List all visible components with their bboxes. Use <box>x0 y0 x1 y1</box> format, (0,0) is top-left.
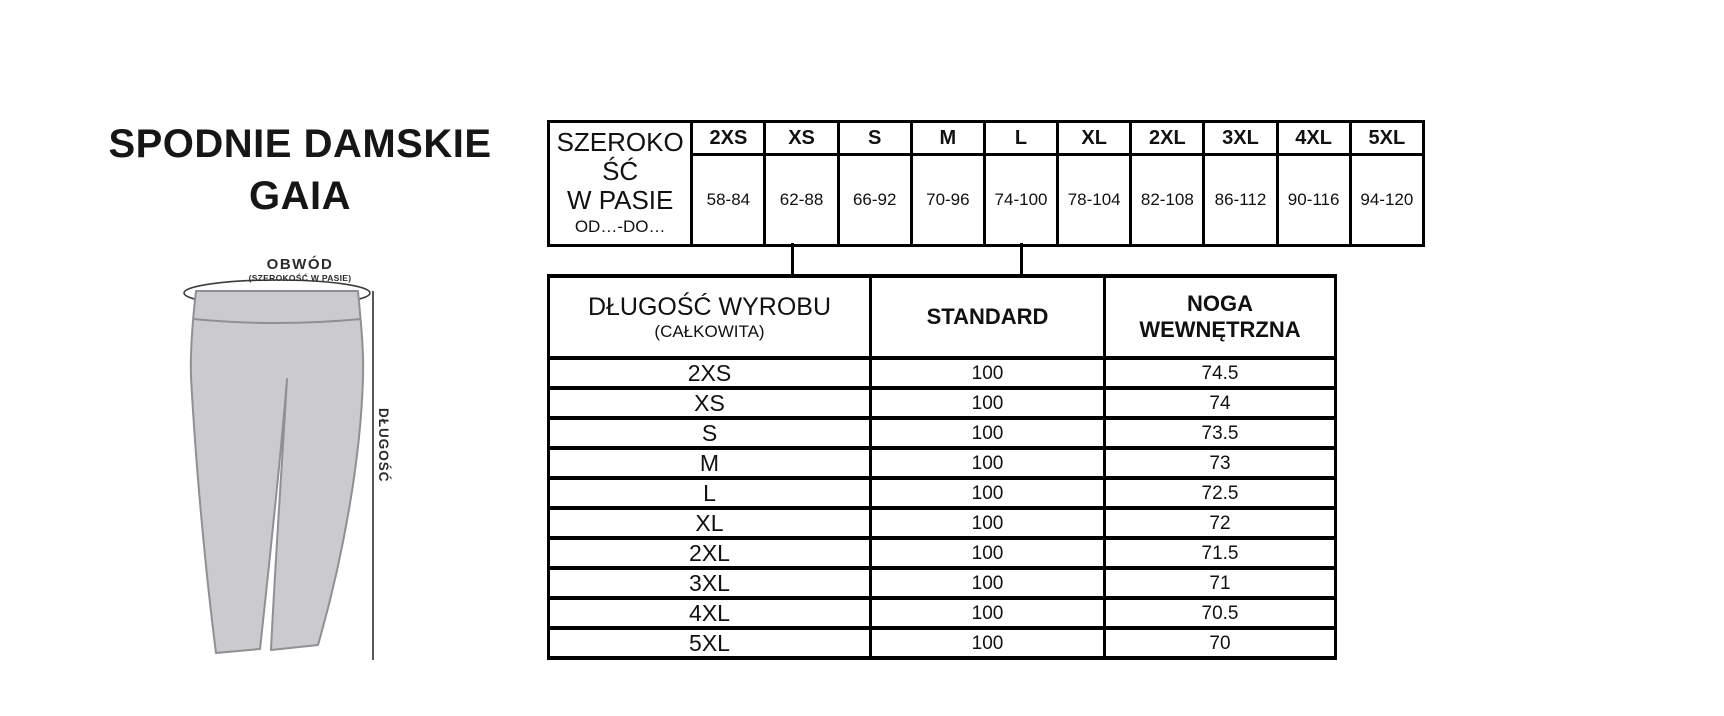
length-size-cell: 4XL <box>549 598 871 628</box>
pants-diagram <box>160 255 410 667</box>
length-inner-leg-cell: 72.5 <box>1105 478 1336 508</box>
table-connector-line-left <box>791 243 794 277</box>
length-size-cell: XS <box>549 388 871 418</box>
waist-range-cell: 74-100 <box>984 155 1057 246</box>
inner-leg-column-header: NOGA WEWNĘTRZNA <box>1105 276 1336 358</box>
waist-range-cell: 82-108 <box>1131 155 1204 246</box>
waist-size-header: L <box>984 122 1057 155</box>
product-title-line1: SPODNIE DAMSKIE <box>108 122 492 166</box>
length-table-row <box>549 388 1336 418</box>
waist-size-header: 2XS <box>692 122 765 155</box>
waist-range-cell: 86-112 <box>1204 155 1277 246</box>
length-inner-leg-cell: 72 <box>1105 508 1336 538</box>
length-standard-cell: 100 <box>871 478 1105 508</box>
length-standard-cell: 100 <box>871 538 1105 568</box>
length-header-title: DŁUGOŚĆ WYROBU <box>587 292 832 321</box>
length-standard-cell: 100 <box>871 448 1105 478</box>
length-size-cell: M <box>549 448 871 478</box>
product-title-line2: GAIA <box>249 174 351 218</box>
waist-size-header: 3XL <box>1204 122 1277 155</box>
length-size-cell: 5XL <box>549 628 871 658</box>
length-inner-leg-cell: 73.5 <box>1105 418 1336 448</box>
waist-size-header: XS <box>765 122 838 155</box>
waist-range-cell: 58-84 <box>692 155 765 246</box>
product-title <box>88 118 512 222</box>
waist-size-header: 2XL <box>1131 122 1204 155</box>
length-inner-leg-cell: 74.5 <box>1105 358 1336 388</box>
length-table-row <box>549 508 1336 538</box>
waist-size-header: M <box>911 122 984 155</box>
waist-range-cell: 62-88 <box>765 155 838 246</box>
standard-column-header: STANDARD <box>871 276 1105 358</box>
length-table-body <box>549 358 1336 658</box>
length-header-subtitle: (CAŁKOWITA) <box>654 321 765 341</box>
waist-range-cell: 78-104 <box>1058 155 1131 246</box>
length-table-row <box>549 418 1336 448</box>
waist-header-title: SZEROKOŚĆ <box>556 127 684 186</box>
length-standard-cell: 100 <box>871 628 1105 658</box>
length-table-row <box>549 568 1336 598</box>
length-size-cell: 2XS <box>549 358 871 388</box>
waist-header-range-hint: OD…-DO… <box>574 217 666 237</box>
length-standard-cell: 100 <box>871 418 1105 448</box>
waist-range-cell: 90-116 <box>1277 155 1350 246</box>
waist-range-cell: 94-120 <box>1350 155 1423 246</box>
length-size-cell: 2XL <box>549 538 871 568</box>
length-inner-leg-cell: 74 <box>1105 388 1336 418</box>
length-size-cell: L <box>549 478 871 508</box>
length-inner-leg-cell: 70.5 <box>1105 598 1336 628</box>
waist-size-header: 5XL <box>1350 122 1423 155</box>
waist-width-table <box>547 120 1425 247</box>
waist-size-header: 4XL <box>1277 122 1350 155</box>
length-size-cell: XL <box>549 508 871 538</box>
waist-circumference-sublabel: (SZEROKOŚĆ W PASIE) <box>248 273 352 283</box>
waist-size-row <box>549 122 1424 155</box>
length-table-row <box>549 538 1336 568</box>
length-inner-leg-cell: 70 <box>1105 628 1336 658</box>
length-table-row <box>549 598 1336 628</box>
waist-range-cell: 66-92 <box>838 155 911 246</box>
waist-header-subtitle: W PASIE <box>566 184 674 215</box>
length-table-row <box>549 478 1336 508</box>
length-inner-leg-cell: 71 <box>1105 568 1336 598</box>
waist-table-header-cell <box>549 122 692 246</box>
waist-range-cell: 70-96 <box>911 155 984 246</box>
length-size-cell: 3XL <box>549 568 871 598</box>
length-dimension-label: DŁUGOŚĆ <box>376 408 391 483</box>
product-length-table <box>547 274 1337 660</box>
length-standard-cell: 100 <box>871 598 1105 628</box>
length-table-row <box>549 628 1336 658</box>
waist-circumference-label: OBWÓD <box>266 256 334 273</box>
waist-size-header: S <box>838 122 911 155</box>
length-table-row <box>549 358 1336 388</box>
length-header-cell <box>549 276 871 358</box>
length-standard-cell: 100 <box>871 358 1105 388</box>
length-standard-cell: 100 <box>871 388 1105 418</box>
length-table-row <box>549 448 1336 478</box>
length-standard-cell: 100 <box>871 508 1105 538</box>
length-size-cell: S <box>549 418 871 448</box>
length-inner-leg-cell: 73 <box>1105 448 1336 478</box>
length-inner-leg-cell: 71.5 <box>1105 538 1336 568</box>
length-standard-cell: 100 <box>871 568 1105 598</box>
waist-size-header: XL <box>1058 122 1131 155</box>
pants-outline <box>191 291 363 653</box>
table-connector-line-right <box>1020 243 1023 277</box>
length-table-header-row <box>549 276 1336 358</box>
